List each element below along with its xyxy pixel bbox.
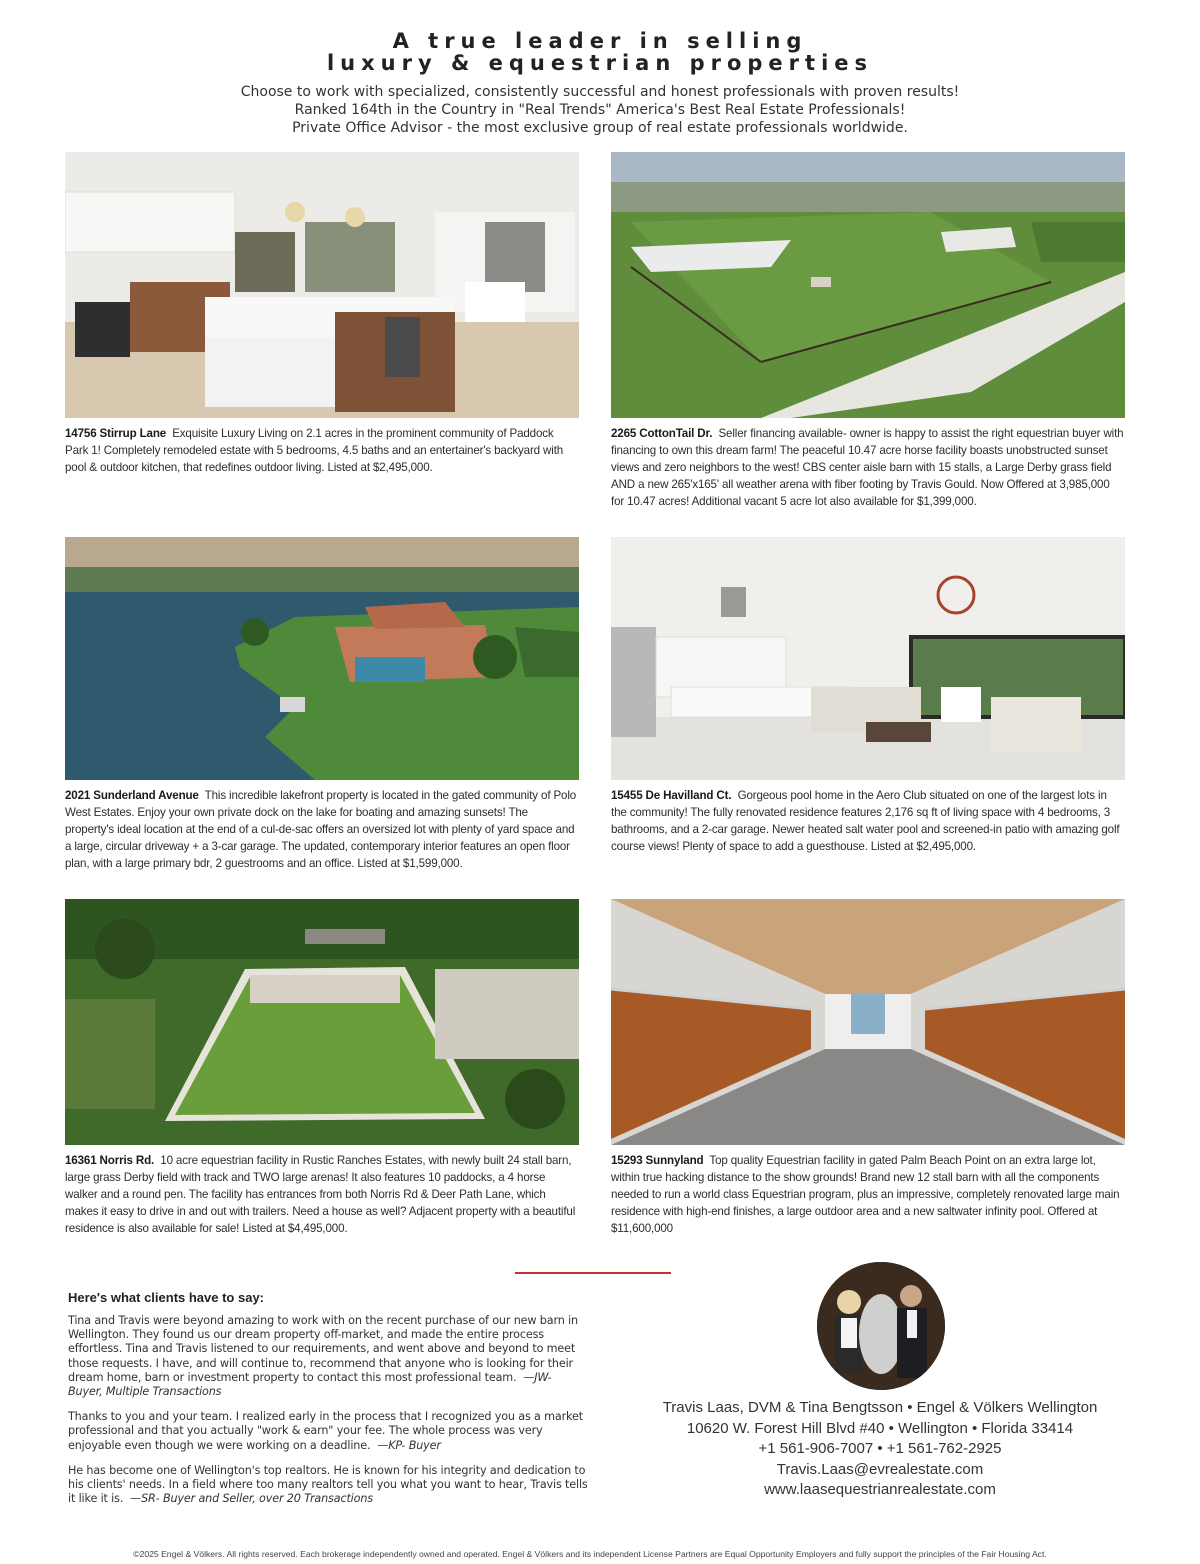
website-link[interactable]: www.laasequestrianrealestate.com xyxy=(764,1481,996,1498)
phone-numbers: +1 561-906-7007 • +1 561-762-2925 xyxy=(758,1440,1002,1457)
listing-address: 2265 CottonTail Dr. xyxy=(611,427,713,440)
testimonials-section xyxy=(68,1290,588,1517)
listing-description: Seller financing available- owner is happy to assist the right equestrian buyer with financing to own this dream farm! The peaceful 10.47 acre horse facility boasts unobstructed sunset views and zero neighbors to the west! CBS center aisle barn with 15 stalls, a Large Derby grass field AND a new 265'x165' all weather arena with fiber footing by Travis Gould. Now Offered at 3,985,000 for 10.47 acres! Additional vacant 5 acre lot also available for $1,399,000. xyxy=(611,427,1124,508)
listing-address: 2021 Sunderland Avenue xyxy=(65,789,199,802)
listing-address: 14756 Stirrup Lane xyxy=(65,427,167,440)
page-header xyxy=(0,30,1200,137)
listing-photo-barn xyxy=(611,899,1125,1145)
testimonial-text: Tina and Travis were beyond amazing to work with on the recent purchase of our new barn in Wellington. They found us our dream property off-market, and made the entire process effortless. Tina and Travis listened to our requirements, and went above and beyond to meet those requests. I have, and will continue to, recommend that anyone who is looking for their dream home, barn or investment property to contact this most professional team. xyxy=(68,1314,578,1384)
listing-caption xyxy=(611,1152,1125,1237)
testimonial-attribution: —JW- Buyer, Multiple Transactions xyxy=(68,1370,552,1399)
testimonial-attribution: —KP- Buyer xyxy=(377,1438,441,1452)
listing-caption xyxy=(611,425,1125,510)
listing-photo-arena xyxy=(65,899,579,1145)
divider-line xyxy=(515,1272,671,1274)
listing-card xyxy=(611,152,1125,510)
listing-address: 15293 Sunnyland xyxy=(611,1154,704,1167)
listing-description: 10 acre equestrian facility in Rustic Ranches Estates, with newly built 24 stall barn, large grass Derby field with track and TWO large arenas! It also features 10 paddocks, a 4 horse walker and a round pen. The facility has entrances from both Norris Rd & Deer Path Lane, which makes it easy to drive in and out with trailers. Need a house as well? Adjacent property with a beautiful residence is also available for sale! Listed at $4,495,000. xyxy=(65,1154,576,1235)
testimonial xyxy=(68,1314,588,1399)
listing-photo-farm xyxy=(611,152,1125,418)
listing-description: Top quality Equestrian facility in gated Palm Beach Point on an extra large lot, within true hacking distance to the show grounds! Brand new 12 stall barn with all the components needed to run a world class Equestrian program, plus an impressive, completely renovated large main residence with high-end finishes, a large outdoor area and a new saltwater infinity pool. Offered at $11,600,000 xyxy=(611,1154,1120,1235)
headline-line-1: A true leader in selling xyxy=(392,29,808,53)
testimonial-text: He has become one of Wellington's top realtors. He is known for his integrity and dedication to his clients' needs. In a field where too many realtors tell you what you want to hear, Travis tells it like it is. xyxy=(68,1463,588,1506)
testimonials-heading: Here's what clients have to say: xyxy=(68,1290,265,1305)
email-link[interactable]: Travis.Laas@evrealestate.com xyxy=(776,1460,984,1478)
listing-caption xyxy=(611,787,1125,855)
agent-contact-block xyxy=(640,1398,1120,1501)
testimonial xyxy=(68,1464,588,1507)
listing-card xyxy=(65,899,579,1237)
testimonial-attribution: —SR- Buyer and Seller, over 20 Transactions xyxy=(130,1492,373,1506)
headline-line-2: luxury & equestrian properties xyxy=(326,51,874,75)
listing-caption xyxy=(65,1152,579,1237)
agent-names: Travis Laas, DVM & Tina Bengtsson • Engel & Völkers Wellington xyxy=(662,1399,1098,1416)
listing-caption xyxy=(65,425,579,476)
listing-caption xyxy=(65,787,579,872)
listing-description: Gorgeous pool home in the Aero Club situated on one of the largest lots in the community! The fully renovated residence features 2,176 sq ft of living space with 4 bedrooms, 3 bathrooms, and a 2-car garage. Newer heated salt water pool and screened-in patio with amazing golf course views! Plenty of space to add a guesthouse. Listed at $2,495,000. xyxy=(611,789,1120,853)
testimonial-text: Thanks to you and your team. I realized early in the process that I recognized you as a market professional and that you actually "work & earn" your fee. The whole process was very enjoyable even though we were working on a deadline. xyxy=(68,1410,583,1452)
testimonial xyxy=(68,1410,588,1453)
tagline-1: Choose to work with specialized, consistently successful and honest professionals with proven results! xyxy=(240,84,960,100)
tagline-3: Private Office Advisor - the most exclusive group of real estate professionals worldwide. xyxy=(292,120,908,136)
listing-photo-kitchen xyxy=(65,152,579,418)
tagline-2: Ranked 164th in the Country in "Real Trends" America's Best Real Estate Professionals! xyxy=(294,102,906,118)
listing-card xyxy=(611,537,1125,855)
listing-address: 16361 Norris Rd. xyxy=(65,1154,155,1167)
listing-card xyxy=(65,537,579,872)
office-address: 10620 W. Forest Hill Blvd #40 • Wellington • Florida 33414 xyxy=(686,1419,1074,1437)
listing-card xyxy=(65,152,579,476)
listing-card xyxy=(611,899,1125,1237)
listing-photo-lakefront xyxy=(65,537,579,780)
listing-photo-living-room xyxy=(611,537,1125,780)
listing-description: This incredible lakefront property is located in the gated community of Polo West Estates. Enjoy your own private dock on the lake for boating and amazing sunsets! The property's ideal location at the end of a cul-de-sac offers an oversized lot with plenty of yard space and a large, circular driveway + a 3-car garage. The updated, contemporary interior features an open floor plan, with a large primary bdr, 2 guestrooms and an office. Listed at $1,599,000. xyxy=(65,789,577,870)
legal-footer: ©2025 Engel & Völkers. All rights reserved. Each brokerage independently owned and operated. Engel & Völkers and its independent License Partners are Equal Opportunity Employers and fully support the principles of the Fair Housing Act. xyxy=(133,1549,1047,1559)
listing-description: Exquisite Luxury Living on 2.1 acres in the prominent community of Paddock Park 1! Completely remodeled estate with 5 bedrooms, 4.5 baths and an entertainer's backyard with pool & outdoor kitchen, that redefines outdoor living. Listed at $2,495,000. xyxy=(65,427,564,474)
agent-portrait-photo xyxy=(817,1262,945,1390)
listing-address: 15455 De Havilland Ct. xyxy=(611,789,732,802)
